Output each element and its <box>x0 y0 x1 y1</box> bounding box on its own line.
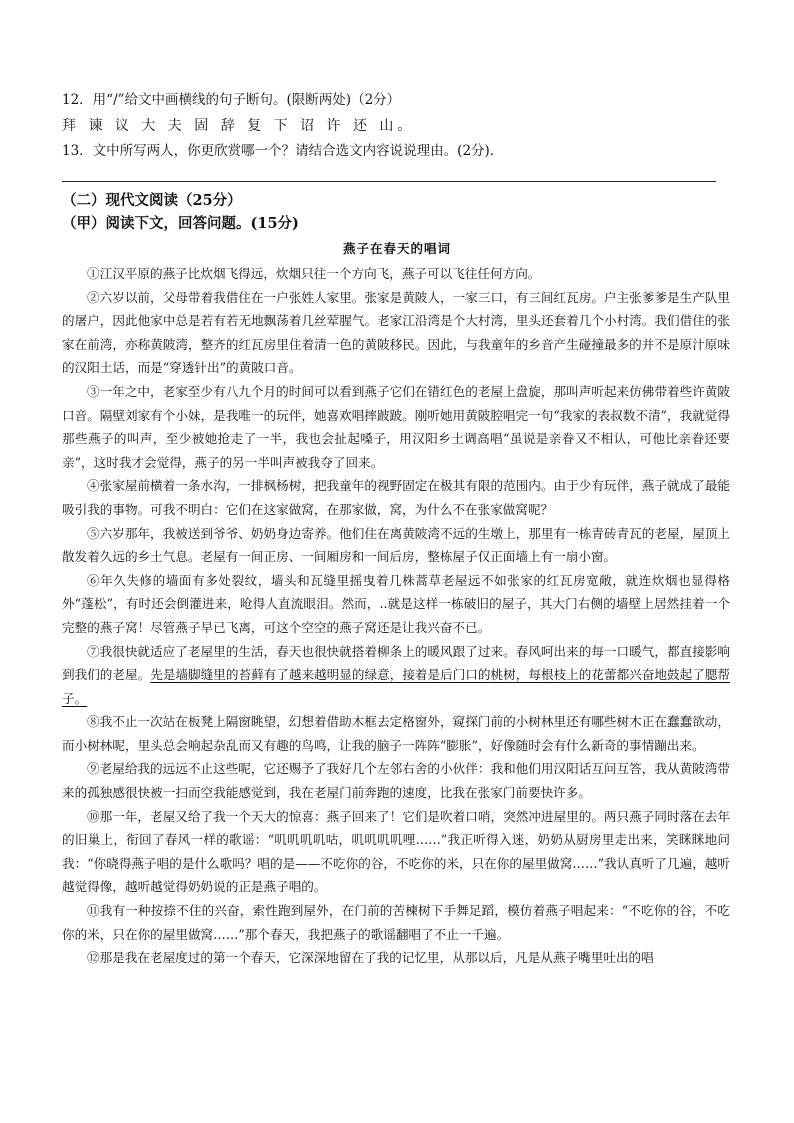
paragraph-7-text: ⑦我很快就适应了老屋里的生活，春天也很快就搭着柳条上的暖风跟了过来。春风呵出来的每一口暖气，都直接影响到我们的老屋。 <box>62 643 730 683</box>
question-12: 12．用“/”给文中画横线的句子断句。(限断两处)（2分） <box>62 92 401 108</box>
paragraph-3: ③一年之中，老家至少有八九个月的时间可以看到燕子它们在错红色的老屋上盘旋，那叫声听起来仿佛带着些许黄陂口音。隔壁刘家有个小妹，是我唯一的玩伴，她喜欢唱摔跛跛。刚听她用黄陂腔唱完一句“我家的表叔数不清”，我就觉得那些燕子的叫声，至少被她抢走了一半，我也会扯起嗓子，用汉阳乡土调高唱“虽说是亲眷又不相认，可他比亲眷还要亲”，这时我才会觉得，燕子的另一半叫声被我夺了回来。 <box>62 383 730 470</box>
paragraph-4: ④张家屋前横着一条水沟，一排枫杨树，把我童年的视野固定在极其有限的范围内。由于少有玩伴，燕子就成了最能吸引我的事物。可我不明白：它们在这家做窝，在那家做，窝，为什么不在张家做窝呢？ <box>62 478 730 517</box>
paragraph-9: ⑨老屋给我的远远不止这些呢，它还赐予了我好几个左邻右舍的小伙伴：我和他们用汉阳话互问互答，我从黄陂湾带来的孤独感很快被一扫而空我能感觉到，我在老屋门前奔跑的速度，比我在张家门前要快许多。 <box>62 761 730 801</box>
paragraph-11: ⑪我有一种按捺不住的兴奋，索性跑到屋外，在门前的苦楝树下手舞足蹈，模仿着燕子唱起来：“不吃你的谷，不吃你的米，只在你的屋里做窝……”那个春天，我把燕子的歌谣翻唱了不止一千遍。 <box>62 903 730 942</box>
underlined-sentence: 先是墙脚缝里的苔藓有了越来越明显的绿意，接着是后门口的桃树，每根枝上的花蕾都兴奋地鼓起了腮帮子。 <box>62 667 731 706</box>
paragraph-2: ②六岁以前，父母带着我借住在一户张姓人家里。张家是黄陂人，一家三口，有三间红瓦房。户主张爹爹是生产队里的屠户，因此他家中总是若有若无地飘荡着几丝荤腥气。老家江沿湾是个大村湾，里头还套着几个小村湾。我们借住的张家在前湾，亦称黄陂湾，整齐的红瓦房里住着清一色的黄陂移民。因此，与我童年的乡音产生碰撞最多的并不是原汁原味的汉阳土话，而是“穿透针出”的黄陂口音。 <box>62 289 730 376</box>
paragraph-10: ⑩那一年，老屋又给了我一个天大的惊喜：燕子回来了！它们是吹着口哨，突然冲进屋里的。两只燕子同时落在去年的旧巢上，衔回了春风一样的歌谣：“叽叽叽叽咕，叽叽叽叽哩……”我正听得入迷，奶奶从厨房里走出来，笑眯眯地问我：“你晓得燕子唱的是什么歌吗？唱的是——不吃你的谷，不吃你的米，只在你的屋里做窝……”我认真听了几遍，越听越觉得像，越听越觉得奶奶说的正是燕子唱的。 <box>62 808 730 895</box>
paragraph-5: ⑤六岁那年，我被送到爷爷、奶奶身边寄养。他们住在离黄陂湾不远的生墩上，那里有一栋青砖青瓦的老屋，屋顶上散发着久远的乡土气息。老屋有一间正房、一间厢房和一间后房，整栋屋子仅正面墙上有一扇小窗。 <box>62 525 730 565</box>
paragraph-1: ①江汉平原的燕子比炊烟飞得远，炊烟只往一个方向飞，燕子可以飞往任何方向。 <box>87 266 541 281</box>
section-divider <box>62 181 716 182</box>
part-heading: （甲）阅读下文，回答问题。(15分) <box>62 215 299 232</box>
section-heading: （二）现代文阅读（25分） <box>62 192 242 209</box>
paragraph-8: ⑧我不止一次站在板凳上隔窗眺望，幻想着借助木框去定格窗外，窥探门前的小树林里还有哪些树木正在蠢蠢欲动，而小树林呢，里头总会响起杂乱而又有趣的鸟鸣，让我的脑子一阵阵“膨胀”，好像随时会有什么新奇的事情蹦出来。 <box>62 714 730 753</box>
paragraph-7 <box>62 640 730 711</box>
article-body <box>62 262 730 970</box>
paragraph-6: ⑥年久失修的墙面有多处裂纹，墙头和瓦缝里摇曳着几株蒿草老屋远不如张家的红瓦房宽敞，就连炊烟也显得格外“蓬松”，有时还会倒灌进来，呛得人直流眼泪。然而，..就是这样一栋破旧的屋子，其大门右侧的墙壁上居然挂着一个完整的燕子窝！尽管燕子早已飞离，可这个空空的燕子窝还是让我兴奋不已。 <box>62 572 730 635</box>
question-13: 13．文中所写两人，你更欣赏哪一个？请结合选文内容说说理由。(2分)． <box>62 143 504 159</box>
paragraph-12: ⑫那是我在老屋度过的第一个春天，它深深地留在了我的记忆里，从那以后，凡是从燕子嘴里吐出的唱 <box>87 950 654 966</box>
question-12-sentence: 拜 谏 议 大 夫 固 辞 复 下 诏 许 还 山。 <box>62 118 416 134</box>
article-title: 燕子在春天的唱词 <box>342 241 451 256</box>
